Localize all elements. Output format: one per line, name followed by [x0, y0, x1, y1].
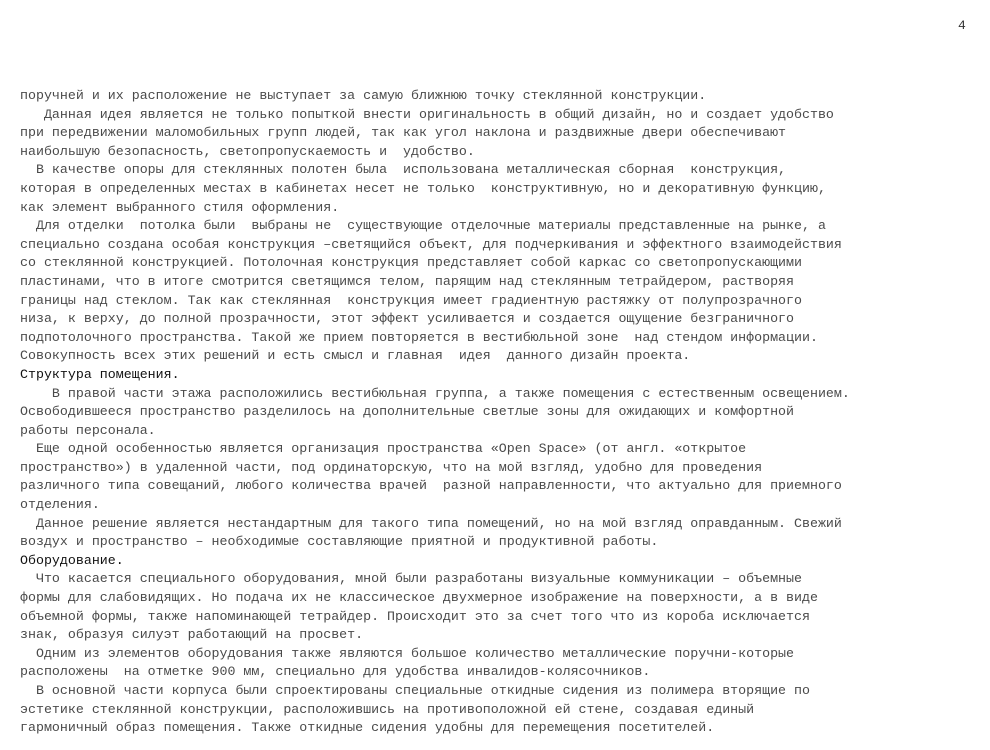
text-line: Еще одной особенностью является организация пространства «Open Space» (от англ. «открытое: [20, 441, 747, 457]
document-body: [20, 87, 980, 738]
text-line: работы персонала.: [20, 422, 156, 438]
text-line: Совокупность всех этих решений и есть смысл и главная идея данного дизайн проекта.: [20, 348, 691, 364]
text-line: границы над стеклом. Так как стеклянная конструкция имеет градиентную растяжку от полупрозрачного: [20, 292, 802, 308]
text-line: знак, образуя силуэт работающий на просвет.: [20, 627, 364, 643]
text-line: Для отделки потолка были выбраны не существующие отделочные материалы представленные на рынке, а: [20, 218, 826, 234]
text-line: при передвижении маломобильных групп людей, так как угол наклона и раздвижные двери обеспечивают: [20, 125, 787, 141]
text-line: отделения.: [20, 497, 100, 513]
text-line: В правой части этажа расположились вестибюльная группа, а также помещения с естественным освещением.: [20, 385, 850, 401]
text-line: пространство») в удаленной части, под ординаторскую, что на мой взгляд, удобно для проведения: [20, 459, 763, 475]
text-line: Одним из элементов оборудования также являются большое количество металлические поручни-которые: [20, 645, 795, 661]
text-line: которая в определенных местах в кабинетах несет не только конструктивную, но и декоративную функцию,: [20, 180, 826, 196]
text-line: объемной формы, также напоминающей тетрайдер. Происходит это за счет того что из короба исключается: [20, 608, 810, 624]
text-line: эстетике стеклянной конструкции, расположившись на противоположной ей стене, создавая единый: [20, 701, 755, 717]
section-heading: Оборудование.: [20, 552, 124, 568]
text-line: В качестве опоры для стеклянных полотен была использована металлическая сборная конструкция,: [20, 162, 787, 178]
text-line: наибольшую безопасность, светопропускаемость и удобство.: [20, 143, 475, 159]
text-line: низа, к верху, до полной прозрачности, этот эффект усиливается и создается ощущение безграничного: [20, 311, 795, 327]
text-line: пластинами, что в итоге смотрится светящимся телом, парящим над стеклянным тетрайдером, растворяя: [20, 273, 795, 289]
text-line: расположены на отметке 900 мм, специально для удобства инвалидов-колясочников.: [20, 664, 651, 680]
text-line: подпотолочного пространства. Такой же прием повторяется в вестибюльной зоне над стендом информации.: [20, 329, 818, 345]
text-line: гармоничный образ помещения. Также откидные сидения удобны для перемещения посетителей.: [20, 720, 715, 736]
text-line: Освободившееся пространство разделилось на дополнительные светлые зоны для ожидающих и комфортной: [20, 404, 795, 420]
text-line: как элемент выбранного стиля оформления.: [20, 199, 340, 215]
text-line: Данная идея является не только попыткой внести оригинальность в общий дизайн, но и создает удобство: [20, 106, 834, 122]
text-line: воздух и пространство – необходимые составляющие приятной и продуктивной работы.: [20, 534, 659, 550]
text-line: поручней и их расположение не выступает за самую ближнюю точку стеклянной конструкции.: [20, 88, 707, 103]
text-line: формы для слабовидящих. Но подача их не классическое двухмерное изображение на поверхности, а в виде: [20, 590, 818, 606]
text-line: различного типа совещаний, любого количества врачей разной направленности, что актуально для приемного: [20, 478, 842, 494]
page-number: 4: [958, 18, 966, 33]
text-line: В основной части корпуса были спроектированы специальные откидные сидения из полимера вторящие по: [20, 683, 810, 698]
section-heading: Структура помещения.: [20, 366, 180, 382]
text-line: со стеклянной конструкцией. Потолочная конструкция представляет собой каркас со светопропускающими: [20, 255, 802, 271]
text-line: Что касается специального оборудования, мной были разработаны визуальные коммуникации – объемные: [20, 571, 802, 587]
text-line: специально создана особая конструкция –светящийся объект, для подчеркивания и эффектного взаимодействия: [20, 236, 842, 252]
text-line: Данное решение является нестандартным для такого типа помещений, но на мой взгляд оправданным. Свежий: [20, 515, 842, 531]
